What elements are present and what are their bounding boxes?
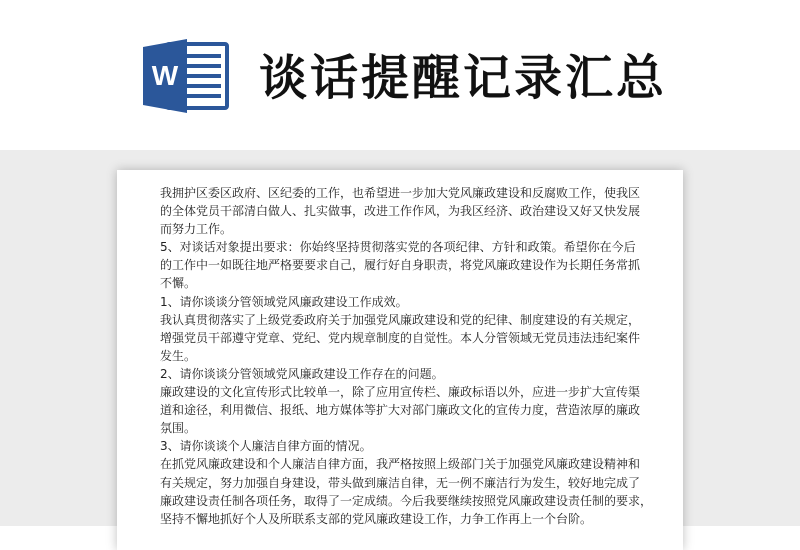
document-line: 的工作中一如既往地严格要要求自己，履行好自身职责，将党风廉政建设作为长期任务常抓	[160, 258, 641, 273]
document-line: 5、对谈话对象提出要求：你始终坚持贯彻落实党的各项纪律、方针和政策。希望你在今后	[160, 240, 636, 255]
document-line: 在抓党风廉政建设和个人廉洁自律方面，我严格按照上级部门关于加强党风廉政建设精神和	[160, 457, 641, 472]
document-line: 1、请你谈谈分管领域党风廉政建设工作成效。	[160, 294, 408, 309]
document-line: 坚持不懈地抓好个人及所联系支部的党风廉政建设工作，力争工作再上一个台阶。	[160, 511, 593, 526]
document-line: 而努力工作。	[160, 222, 233, 237]
document-line: 道和途径，利用微信、报纸、地方媒体等扩大对部门廉政文化的宣传力度，营造浓厚的廉政	[160, 403, 641, 418]
document-body	[160, 184, 653, 528]
document-line: 我拥护区委区政府、区纪委的工作，也希望进一步加大党风廉政建设和反腐败工作，使我区	[160, 186, 641, 200]
document-line: 不懈。	[160, 276, 197, 291]
document-line: 增强党员干部遵守党章、党纪、党内规章制度的自觉性。本人分管领域无党员违法违纪案件	[160, 330, 641, 345]
document-line: 的全体党员干部清白做人、扎实做事，改进工作作风，为我区经济、政治建设又好又快发展	[160, 204, 641, 219]
document-line: 我认真贯彻落实了上级党委政府关于加强党风廉政建设和党的纪律、制度建设的有关规定，	[160, 312, 641, 327]
document-line: 有关规定，努力加强自身建设，带头做到廉洁自律，无一例不廉洁行为发生，较好地完成了	[160, 475, 641, 490]
word-document-icon	[143, 39, 229, 113]
document-line: 发生。	[160, 348, 197, 363]
header-banner	[0, 0, 800, 150]
word-icon-letter: W	[151, 60, 179, 91]
document-line: 氛围。	[160, 421, 197, 436]
document-line: 3、请你谈谈个人廉洁自律方面的情况。	[160, 439, 372, 454]
document-line: 廉政建设责任制各项任务，取得了一定成绩。今后我要继续按照党风廉政建设责任制的要求，	[160, 493, 653, 508]
document-line: 廉政建设的文化宣传形式比较单一，除了应用宣传栏、廉政标语以外，应进一步扩大宣传渠	[160, 385, 641, 400]
document-line: 2、请你谈谈分管领域党风廉政建设工作存在的问题。	[160, 366, 444, 381]
page-title: 谈话提醒记录汇总	[259, 50, 668, 106]
